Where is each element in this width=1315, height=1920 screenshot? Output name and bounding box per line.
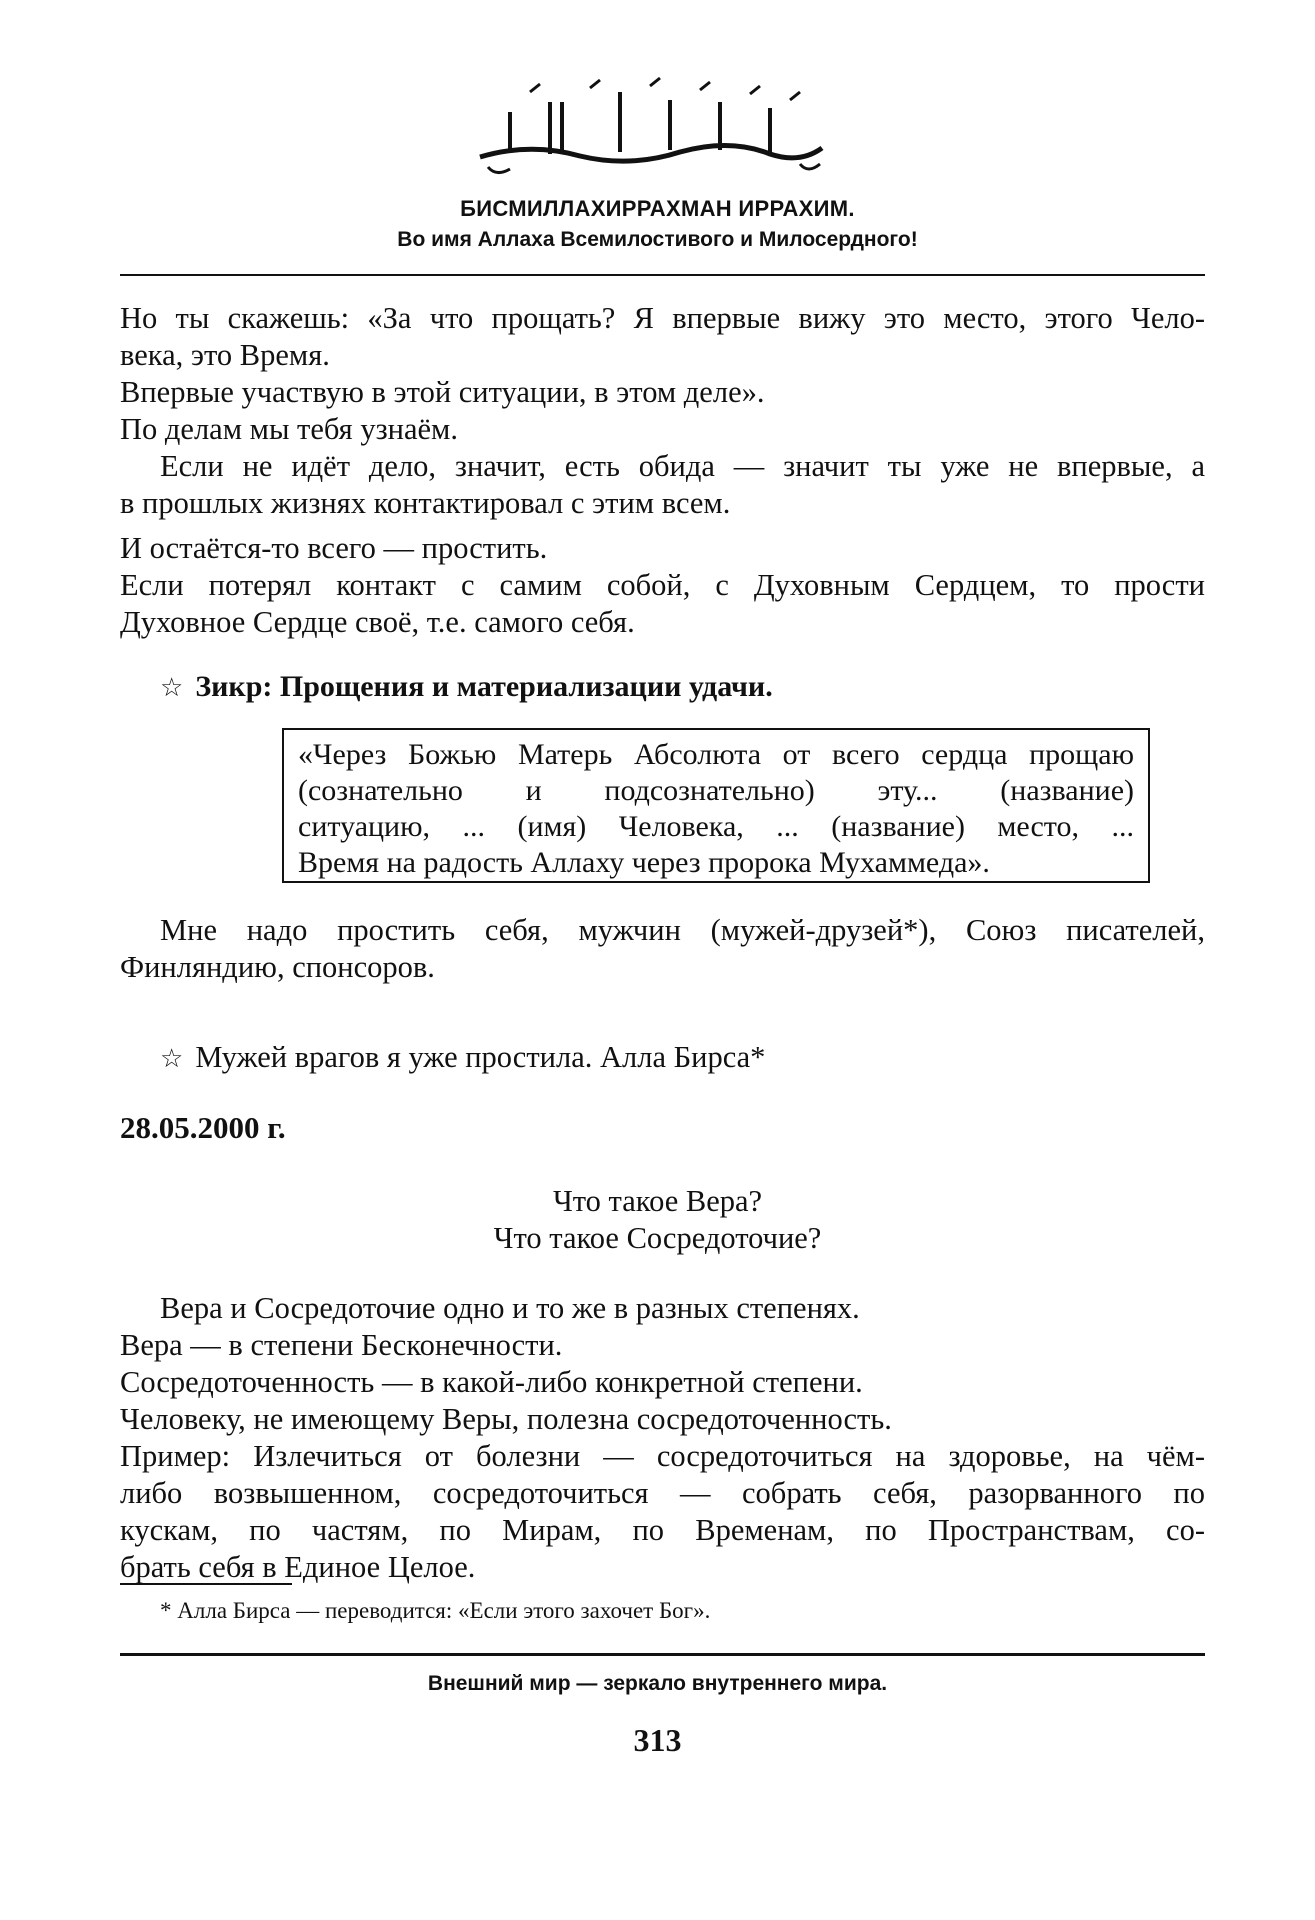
page-number: 313	[633, 1722, 682, 1758]
footer-motto: Внешний мир — зеркало внутреннего мира.	[427, 1672, 888, 1695]
footnote: * Алла Бирса — переводится: «Если этого захочет Бог».	[160, 1598, 711, 1623]
zikr-heading-text: Зикр: Прощения и материализации удачи.	[195, 670, 773, 703]
footnote-divider	[120, 1583, 292, 1585]
text-line: Вера — в степени Бесконечности.	[120, 1328, 563, 1362]
paragraph-1	[120, 300, 1205, 448]
text-line: в прошлых жизнях контактировал с этим всем.	[120, 486, 731, 520]
text-line: Сосредоточенность — в какой-либо конкретной степени.	[120, 1365, 863, 1399]
text-line: Но ты скажешь: «За что прощать? Я впервые вижу это место, этого Чело-	[120, 301, 1205, 335]
text-line: Человеку, не имеющему Веры, полезна сосредоточенность.	[120, 1402, 892, 1436]
entry-date: 28.05.2000 г.	[120, 1110, 286, 1145]
paragraph-3	[120, 530, 1205, 641]
text-line: кускам, по частям, по Мирам, по Временам, по Пространствам, со-	[120, 1513, 1205, 1547]
text-line: Если не идёт дело, значит, есть обида — значит ты уже не впервые, а	[160, 449, 1205, 483]
paragraph-2	[120, 448, 1205, 522]
text-line: Вера и Сосредоточие одно и то же в разных степенях.	[160, 1291, 860, 1325]
box-line: (сознательно и подсознательно) эту... (название)	[298, 774, 1134, 807]
box-line: ситуацию, ... (имя) Человека, ... (название) место, ...	[298, 810, 1134, 843]
text-line: Мне надо простить себя, мужчин (мужей-друзей*), Союз писателей,	[160, 913, 1205, 947]
box-line: Время на радость Аллаху через пророка Мухаммеда».	[298, 846, 990, 879]
paragraph-6	[120, 1290, 1205, 1586]
questions-block	[0, 1183, 1315, 1257]
text-line: По делам мы тебя узнаём.	[120, 412, 458, 446]
zikr-box	[282, 728, 1150, 883]
box-line: «Через Божью Матерь Абсолюта от всего сердца прощаю	[298, 738, 1134, 771]
text-line: брать себя в Единое Целое.	[120, 1550, 476, 1584]
text-line: Если потерял контакт с самим собой, с Духовным Сердцем, то прости	[120, 568, 1205, 602]
question-line: Что такое Сосредоточие?	[493, 1221, 822, 1255]
text-line: Пример: Излечиться от болезни — сосредоточиться на здоровье, на чём-	[120, 1439, 1205, 1473]
star-icon: ☆	[160, 673, 184, 702]
text-line: века, это Время.	[120, 338, 330, 372]
top-divider	[120, 274, 1205, 276]
text-line: Финляндию, спонсоров.	[120, 950, 435, 984]
star-icon: ☆	[160, 1044, 184, 1073]
paragraph-5-text: Мужей врагов я уже простила. Алла Бирса*	[195, 1040, 766, 1074]
paragraph-4	[120, 912, 1205, 986]
text-line: И остаётся-то всего — простить.	[120, 531, 548, 565]
bottom-divider	[120, 1653, 1205, 1656]
header-subtitle: Во имя Аллаха Всемилостивого и Милосердного!	[397, 228, 918, 251]
header-title: БИСМИЛЛАХИРРАХМАН ИРРАХИМ.	[460, 196, 855, 221]
text-line: либо возвышенном, сосредоточиться — собрать себя, разорванного по	[120, 1476, 1205, 1510]
zikr-heading	[160, 670, 773, 704]
bismillah-calligraphy	[470, 72, 830, 182]
question-line: Что такое Вера?	[552, 1184, 763, 1218]
text-line: Впервые участвую в этой ситуации, в этом деле».	[120, 375, 765, 409]
text-line: Духовное Сердце своё, т.е. самого себя.	[120, 605, 635, 639]
paragraph-5	[160, 1040, 765, 1075]
